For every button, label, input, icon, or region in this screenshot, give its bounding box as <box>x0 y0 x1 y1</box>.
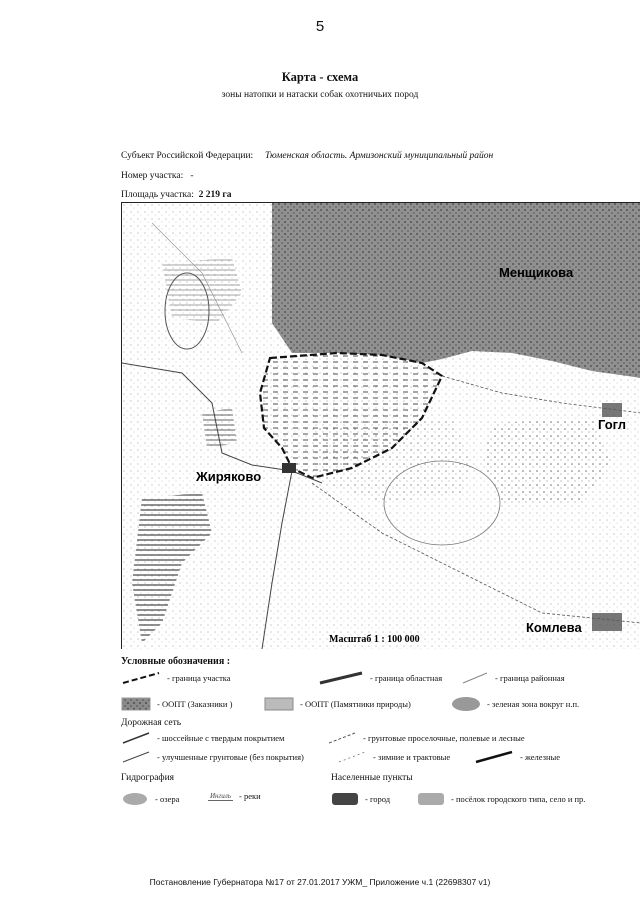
legend-boundary-region <box>318 671 442 685</box>
legend-road-paved-label: - шоссейные с твердым покрытием <box>157 733 285 743</box>
oopt-monument-symbol <box>264 696 294 712</box>
map-scale: Масштаб 1 : 100 000 <box>329 634 420 645</box>
plot-area-label: Площадь участка: <box>121 190 194 200</box>
settlement-gog-marker <box>602 403 622 417</box>
railway-symbol <box>474 750 514 764</box>
legend-city-label: - город <box>365 794 391 804</box>
lake-symbol <box>121 791 149 807</box>
legend-railway-label: - железные <box>520 752 560 762</box>
plot-area-value: 2 219 га <box>198 190 232 200</box>
legend-title: Условные обозначения : <box>121 656 231 667</box>
boundary-region-symbol <box>318 671 364 685</box>
place-label-zhiryakovo: Жиряково <box>196 469 262 484</box>
legend-road-winter <box>337 750 450 764</box>
legend-boundary-plot-label: - граница участка <box>167 673 231 683</box>
legend-roads-header: Дорожная сеть <box>121 718 182 728</box>
road-dirt-symbol <box>327 731 357 745</box>
legend-road-winter-label: - зимние и трактовые <box>373 752 451 762</box>
place-label-komleva: Комлева <box>526 620 582 635</box>
page-number: 5 <box>315 18 325 35</box>
road-winter-symbol <box>337 750 367 764</box>
plot-number-row <box>121 171 194 181</box>
legend-oopt-monument <box>264 696 411 712</box>
place-label-gog: Гогл <box>598 417 627 432</box>
legend-boundary-district-label: - граница районная <box>495 673 565 683</box>
map-canvas <box>122 203 640 649</box>
subject-value: Тюменская область. Армизонский муниципальный район <box>265 151 494 161</box>
legend-boundary-district <box>461 671 565 685</box>
place-label-menshchikova: Менщикова <box>499 265 574 280</box>
legend-oopt-reserve <box>121 696 232 712</box>
map-title: Карта - схема <box>281 70 359 84</box>
boundary-district-symbol <box>461 671 489 685</box>
oopt-reserve-symbol <box>121 696 151 712</box>
legend-road-improved-label: - улучшенные грунтовые (без покрытия) <box>157 752 304 762</box>
legend-settlements-header: Населенные пункты <box>331 773 413 783</box>
legend-boundary-region-label: - граница областная <box>370 673 443 683</box>
subject-row <box>121 151 493 161</box>
green-zone-symbol <box>451 696 481 712</box>
legend-road-improved <box>121 750 304 764</box>
legend-hydro-header: Гидрография <box>121 773 175 783</box>
legend-road-dirt-label: - грунтовые проселочные, полевые и лесные <box>363 733 525 743</box>
forest-zone-menshchikova <box>272 203 640 378</box>
document-footer: Постановление Губернатора №17 от 27.01.2017 УЖМ_ Приложение ч.1 (22698307 v1) <box>149 877 491 887</box>
legend-city <box>331 791 390 807</box>
legend-boundary-plot <box>121 671 231 685</box>
road-paved-symbol <box>121 731 151 745</box>
legend-oopt-reserve-label: - ООПТ (Заказники ) <box>157 699 233 709</box>
legend-lakes-label: - озера <box>155 794 180 804</box>
plot-number-value: - <box>190 171 194 181</box>
legend-rivers-label: - реки <box>239 791 261 801</box>
legend-road-paved <box>121 731 284 745</box>
legend-village <box>417 791 585 807</box>
city-symbol <box>331 791 359 807</box>
plot-number-label: Номер участка: <box>121 171 184 181</box>
settlement-zhiryakovo-marker <box>282 463 296 473</box>
settlement-komleva-marker <box>592 613 622 631</box>
legend-road-dirt <box>327 731 525 745</box>
legend-oopt-monument-label: - ООПТ (Памятники природы) <box>300 699 411 709</box>
road-improved-symbol <box>121 750 151 764</box>
subject-label: Субъект Российской Федерации: <box>121 151 254 161</box>
legend-rivers <box>208 791 261 801</box>
legend-railway <box>474 750 560 764</box>
plot-area-row <box>121 190 231 200</box>
legend-village-label: - посёлок городского типа, село и пр. <box>451 794 586 804</box>
village-symbol <box>417 791 445 807</box>
map-subtitle: зоны натопки и натаски собак охотничьих пород <box>221 90 419 100</box>
map-frame <box>121 202 640 649</box>
boundary-plot-symbol <box>121 671 161 685</box>
river-sample-label: Ингиль <box>210 791 231 800</box>
legend-lakes <box>121 791 179 807</box>
legend-green-zone <box>451 696 579 712</box>
legend-green-zone-label: - зеленая зона вокруг н.п. <box>487 699 580 709</box>
